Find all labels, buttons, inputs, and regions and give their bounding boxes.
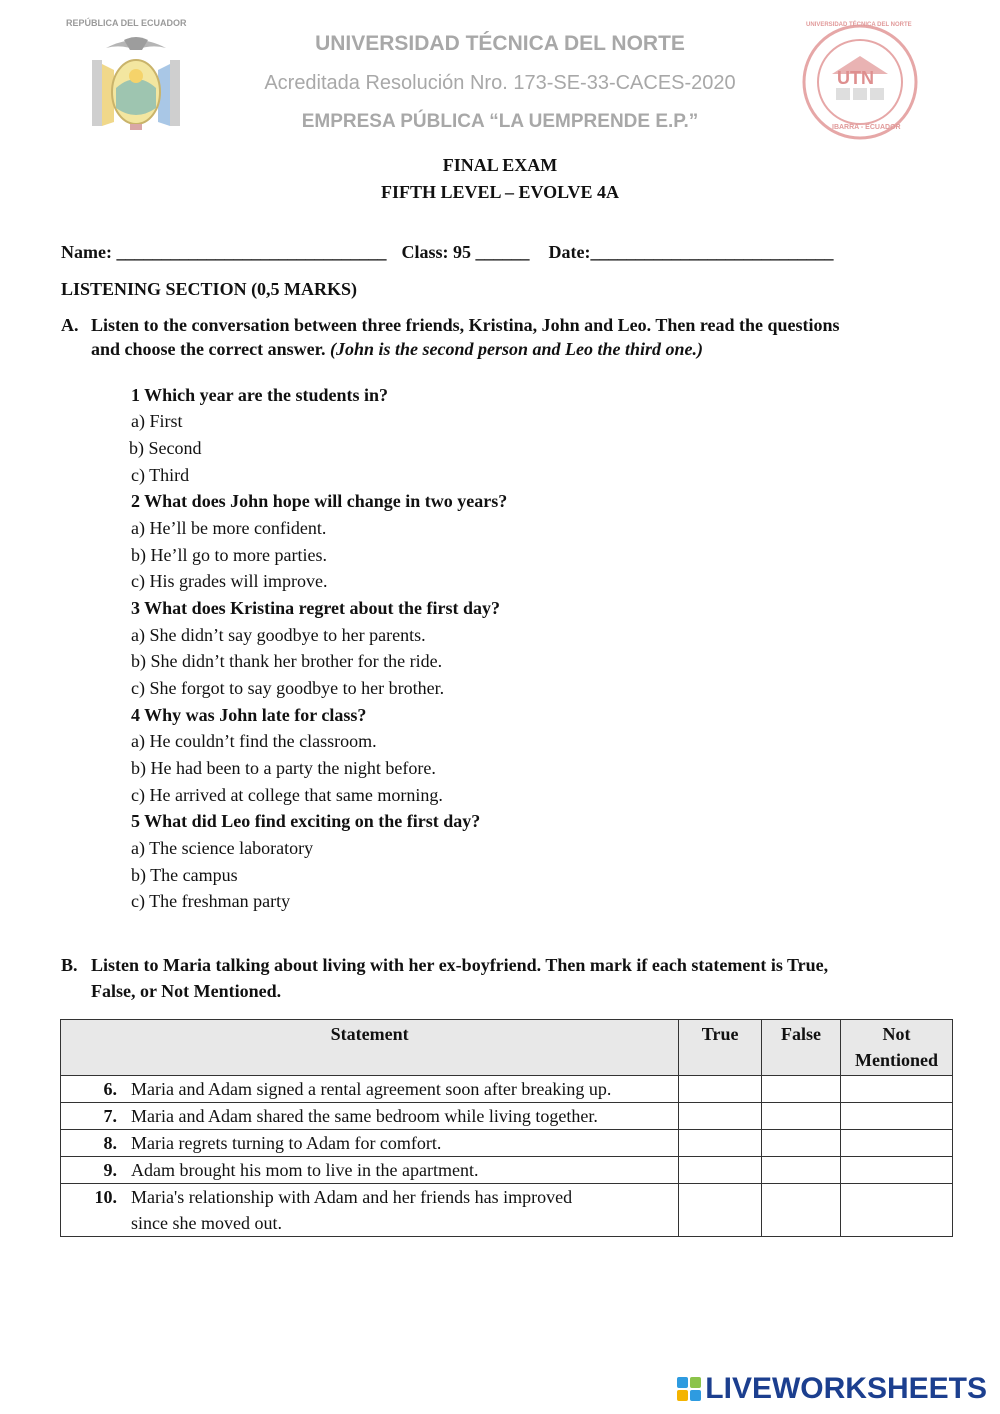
- class-label: Class: 95: [401, 242, 471, 262]
- statement-text: Maria and Adam shared the same bedroom while living together.: [131, 1106, 598, 1126]
- liveworksheets-icon: [677, 1377, 701, 1401]
- part-b-instruction-1: Listen to Maria talking about living with her ex-boyfriend. Then mark if each statement is True,: [91, 955, 829, 975]
- header-statement: Statement: [61, 1020, 679, 1076]
- table-row: [61, 1157, 953, 1184]
- header-false: False: [762, 1020, 841, 1076]
- option-3b[interactable]: b) She didn’t thank her brother for the ride.: [131, 651, 443, 671]
- statement-text: Maria and Adam signed a rental agreement soon after breaking up.: [131, 1079, 612, 1099]
- student-info-row: [61, 242, 833, 263]
- part-a-instruction-1: Listen to the conversation between three friends, Kristina, John and Leo. Then read the questions: [91, 315, 840, 335]
- table-header-row: [61, 1020, 953, 1076]
- seal-top-text: UNIVERSIDAD TÉCNICA DEL NORTE: [806, 22, 912, 28]
- seal-bottom-text: IBARRA - ECUADOR: [832, 124, 901, 131]
- header-mentioned: Mentioned: [855, 1050, 938, 1070]
- question-4: 4 Why was John late for class?: [131, 705, 367, 725]
- company-name: EMPRESA PÚBLICA “LA UEMPRENDE E.P.”: [301, 111, 699, 132]
- part-a-instruction-2-row: [91, 339, 703, 360]
- statement-number: 9.: [103, 1160, 117, 1180]
- table-row: [61, 1130, 953, 1157]
- answer-not-mentioned-cell[interactable]: [841, 1103, 953, 1130]
- section-title: LISTENING SECTION (0,5 MARKS): [61, 279, 358, 299]
- university-name: UNIVERSIDAD TÉCNICA DEL NORTE: [315, 32, 685, 55]
- option-2c[interactable]: c) His grades will improve.: [131, 571, 328, 591]
- part-b-letter: B.: [61, 955, 78, 975]
- utn-seal: [800, 22, 920, 142]
- part-a-note: (John is the second person and Leo the third one.): [329, 339, 704, 359]
- liveworksheets-logo: [677, 1372, 987, 1406]
- answer-true-cell[interactable]: [679, 1103, 762, 1130]
- question-3: 3 What does Kristina regret about the first day?: [131, 598, 500, 618]
- date-field[interactable]: ___________________________: [590, 242, 834, 262]
- option-5a[interactable]: a) The science laboratory: [131, 838, 314, 858]
- part-b-instruction-2: False, or Not Mentioned.: [91, 981, 282, 1001]
- part-a-letter: A.: [61, 315, 79, 335]
- statement-number: 8.: [103, 1133, 117, 1153]
- exam-title: FINAL EXAM: [442, 155, 558, 175]
- option-1a[interactable]: a) First: [131, 411, 183, 431]
- option-3a[interactable]: a) She didn’t say goodbye to her parents.: [131, 625, 426, 645]
- table-row: [61, 1184, 953, 1237]
- true-false-table: [60, 1019, 953, 1237]
- answer-true-cell[interactable]: [679, 1130, 762, 1157]
- option-3c[interactable]: c) She forgot to say goodbye to her brother.: [131, 678, 445, 698]
- option-1c[interactable]: c) Third: [131, 465, 190, 485]
- question-2: 2 What does John hope will change in two years?: [131, 491, 508, 511]
- statement-number: 6.: [103, 1079, 117, 1099]
- statement-text: Adam brought his mom to live in the apartment.: [131, 1160, 479, 1180]
- statement-text: Maria regrets turning to Adam for comfort.: [131, 1133, 442, 1153]
- header-true: True: [679, 1020, 762, 1076]
- option-4b[interactable]: b) He had been to a party the night before.: [131, 758, 436, 778]
- answer-false-cell[interactable]: [762, 1184, 841, 1237]
- answer-not-mentioned-cell[interactable]: [841, 1184, 953, 1237]
- answer-false-cell[interactable]: [762, 1130, 841, 1157]
- option-1b[interactable]: b) Second: [129, 438, 202, 458]
- answer-true-cell[interactable]: [679, 1076, 762, 1103]
- option-2a[interactable]: a) He’ll be more confident.: [131, 518, 327, 538]
- statement-number: 7.: [103, 1106, 117, 1126]
- answer-true-cell[interactable]: [679, 1157, 762, 1184]
- question-5: 5 What did Leo find exciting on the first day?: [131, 811, 481, 831]
- option-2b[interactable]: b) He’ll go to more parties.: [131, 545, 327, 565]
- part-a-instruction-2: and choose the correct answer.: [91, 339, 326, 359]
- option-4c[interactable]: c) He arrived at college that same morning.: [131, 785, 443, 805]
- table-row: [61, 1076, 953, 1103]
- option-5b[interactable]: b) The campus: [131, 865, 238, 885]
- name-field[interactable]: ______________________________: [116, 242, 387, 262]
- answer-true-cell[interactable]: [679, 1184, 762, 1237]
- date-label: Date:: [548, 242, 591, 262]
- country-label: REPÚBLICA DEL ECUADOR: [66, 18, 187, 28]
- brand-text: LIVEWORKSHEETS: [705, 1372, 987, 1405]
- answer-not-mentioned-cell[interactable]: [841, 1130, 953, 1157]
- name-label: Name:: [61, 242, 112, 262]
- answer-false-cell[interactable]: [762, 1157, 841, 1184]
- answer-false-cell[interactable]: [762, 1103, 841, 1130]
- answer-not-mentioned-cell[interactable]: [841, 1076, 953, 1103]
- answer-not-mentioned-cell[interactable]: [841, 1157, 953, 1184]
- question-1: 1 Which year are the students in?: [131, 385, 389, 405]
- statement-number: 10.: [94, 1187, 117, 1207]
- table-row: [61, 1103, 953, 1130]
- statement-text: Maria's relationship with Adam and her friends has improved since she moved out.: [131, 1187, 573, 1233]
- option-4a[interactable]: a) He couldn’t find the classroom.: [131, 731, 377, 751]
- seal-mark: UTN: [837, 68, 874, 88]
- option-5c[interactable]: c) The freshman party: [131, 891, 291, 911]
- header-not: Not: [882, 1024, 911, 1044]
- class-field[interactable]: ______: [475, 242, 530, 262]
- header-not-mentioned: [841, 1020, 953, 1076]
- accreditation-text: Acreditada Resolución Nro. 173-SE-33-CACES-2020: [264, 72, 736, 94]
- answer-false-cell[interactable]: [762, 1076, 841, 1103]
- level-title: FIFTH LEVEL – EVOLVE 4A: [380, 182, 620, 202]
